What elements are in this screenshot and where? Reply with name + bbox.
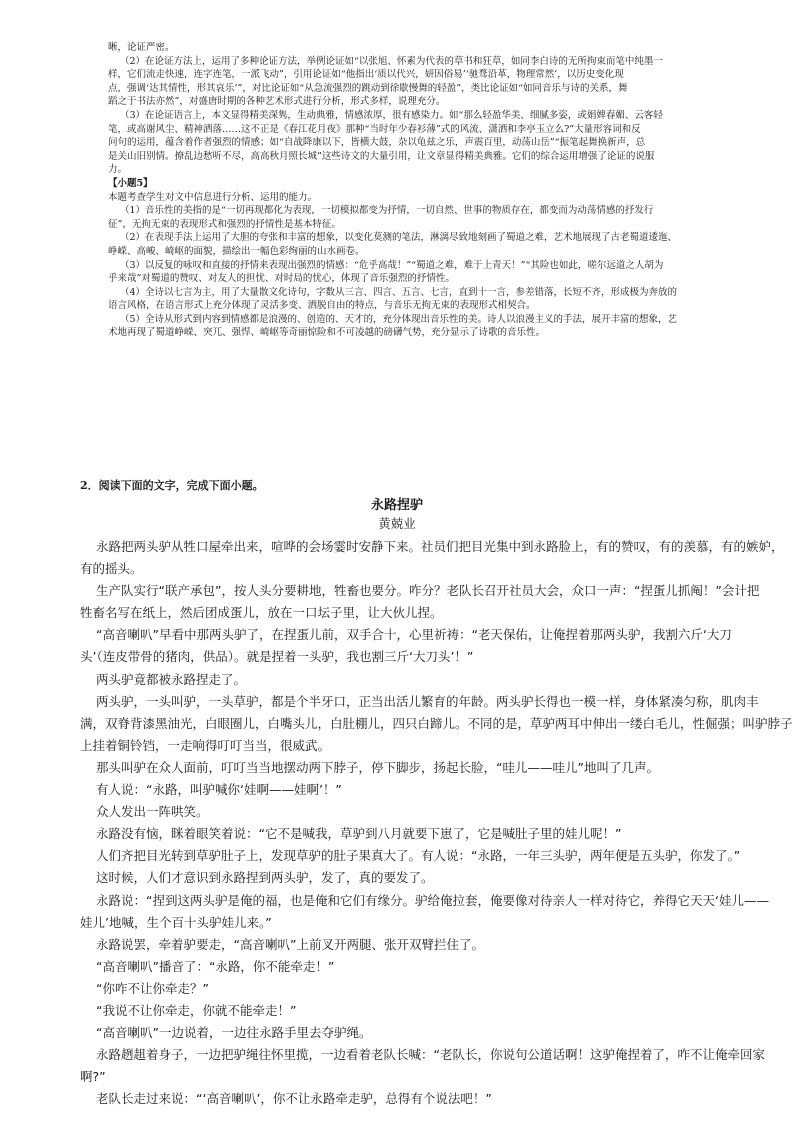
story-line: 人们齐把目光转到草驴肚子上，发现草驴的肚子果真大了。有人说：“永路，一年三头驴，两年便是五头驴，你发了。” — [96, 848, 741, 864]
story-line: “你咋不让你牵走？” — [96, 980, 209, 996]
story-line: “高音喇叭”一边说着，一边往永路手里去夺驴绳。 — [96, 1025, 372, 1041]
story-line: “高音喇叭”早看中那两头驴了，在捏蛋儿前，双手合十，心里祈祷：“老天保佑，让俺捏着那两头驴，我割六斤‘大刀 — [96, 627, 732, 643]
story-line: 两头驴，一头叫驴，一头草驴，都是个半牙口，正当出活儿繁育的年龄。两头驴长得也一模一样，身体紧凑匀称，肌肉丰 — [96, 693, 759, 709]
analysis-line: （4）全诗以七言为主，用了大量散文化诗句，字数从三言、四言、五言、七言，直到十一言，参差错落，长短不齐，形成极为奔放的 — [120, 286, 678, 298]
analysis-line: 问句的运用，蕴含着作者强烈的情感；如“自战降康以下，皆横大鼓，杂以龟兹之乐，声震百里，动荡山岳”“振笔起舞换新声，总 — [108, 137, 646, 149]
story-line: 牲畜名写在纸上，然后团成蛋儿，放在一口坛子里，让大伙儿捏。 — [80, 605, 443, 621]
analysis-line: 蹈之于书法亦然”，对盛唐时期的各种艺术形式进行分析，形式多样，说理充分。 — [108, 96, 446, 108]
analysis-line: （2）在表现手法上运用了大胆的夸张和丰富的想象，以变化莫测的笔法，淋漓尽致地刻画了蜀道之难，艺术地展现了古老蜀道逶迤、 — [120, 232, 678, 244]
analysis-line: 【小题5】 — [108, 177, 153, 189]
analysis-line: 术地再现了蜀道峥嵘、突兀、强悍、崎岖等奇丽惊险和不可凌越的磅礴气势，充分显示了诗歌的音乐性。 — [108, 327, 546, 339]
analysis-line: 样，它们流走快速，连字连笔，一派飞动”，引用论证如“他指出‘质以代兴，妍因俗易’‘驰骛沿革，物理常然’，以历史变化现 — [108, 69, 624, 81]
story-body — [80, 536, 793, 1110]
analysis-line: 晰，论证严密。 — [108, 42, 175, 53]
story-line: “我说不让你牵走，你就不能牵走！” — [96, 1002, 297, 1018]
story-line: 永路说：“捏到这两头驴是俺的福，也是俺和它们有缘分。驴给俺拉套，俺要像对待亲人一样对待它，养得它天天‘娃儿—— — [96, 892, 769, 908]
answer-analysis — [108, 41, 708, 340]
story-line: 娃儿’地喊，生个百十头驴娃儿来。” — [80, 914, 272, 930]
question-heading: 2．阅读下面的文字，完成下面小题。 — [80, 479, 264, 492]
story-line: “高音喇叭”播音了：“永路，你不能牵走！” — [96, 958, 335, 974]
story-line: 老队长走过来说：“‘高音喇叭’，你不让永路牵走驴，总得有个说法吧！” — [96, 1091, 492, 1107]
analysis-line: 是关山旧别情。撩乱边愁听不尽，高高秋月照长城”这些诗文的大量引用，让文章显得精美典雅。它们的综合运用增强了论证的说服 — [108, 150, 655, 162]
story-line: 上挂着铜铃铛，一走响得叮叮当当，很威武。 — [80, 737, 331, 753]
analysis-line: 征”，无拘无束的表现形式和强烈的抒情性是基本特征。 — [108, 218, 341, 230]
analysis-line: （2）在论证方法上，运用了多种论证方法，举例论证如“以张旭、怀素为代表的草书和狂草，如同李白诗的无所拘束而笔中纯墨一 — [120, 55, 663, 67]
story-line: 这时候，人们才意识到永路捏到两头驴，发了，真的要发了。 — [96, 870, 434, 886]
story-line: 有人说：“永路，叫驴喊你‘娃啊——娃啊’！” — [96, 782, 342, 798]
analysis-line: （3）在论证语言上，本文显得精美深隽，生动典雅，情感浓厚，很有感染力。如“那么轻盈华美、细腻多姿，或娟婢春媚、云客轻 — [120, 109, 663, 121]
analysis-line: 语言风格，在语言形式上充分体现了灵活多变、洒脱自由的特点，与音乐无拘无束的表现形式相契合。 — [108, 300, 536, 312]
analysis-line: 峥嵘、高峻、崎岖的面貌，描绘出一幅色彩绚丽的山水画卷。 — [108, 245, 365, 257]
story-line: 那头叫驴在众人面前，叮叮当当地摆动两下脖子，停下脚步，扬起长脸，“哇儿——哇儿”地叫了几声。 — [96, 759, 659, 775]
analysis-line: （1）音乐性的美指的是“一切再现都化为表现，一切模拟都变为抒情，一切自然、世事的物质存在，都变而为动荡情感的抒发行 — [120, 205, 654, 217]
story-title: 永路捏驴 — [370, 498, 423, 513]
story-line: 有的摇头。 — [80, 561, 143, 577]
story-line: 啊?” — [80, 1069, 106, 1085]
analysis-line: 乎来哉”对蜀道的赞叹、对友人的担忧、对时局的忧心，体现了音乐强烈的抒情性。 — [108, 273, 455, 285]
analysis-line: 力。 — [108, 164, 128, 176]
story-line: 众人发出一阵哄笑。 — [96, 804, 209, 820]
analysis-line: 笔，或高谢风尘、精神洒落……这不正是《春江花月夜》那种“当时年少春衫薄”式的风流、潇洒和李亭玉立么?”大量形容词和反 — [108, 123, 641, 135]
story-line: 永路说罢，牵着驴要走，“高音喇叭”上前叉开两腿、张开双臂拦住了。 — [96, 936, 484, 952]
story-line: 两头驴竟都被永路捏走了。 — [96, 671, 247, 687]
analysis-line: （5）全诗从形式到内容到情感都是浪漫的、创造的、天才的，充分体现出音乐性的美。诗人以浪漫主义的手法，展开丰富的想象，艺 — [120, 313, 678, 325]
analysis-line: （3）以反复的咏叹和直接的抒情来表现出强烈的情感：“危乎高哉！”“蜀道之难，难于上青天！”“其险也如此，嗟尔远道之人胡为 — [120, 259, 664, 271]
story-line: 永路趔趄着身子，一边把驴绳往怀里揽，一边看着老队长喊：“老队长，你说句公道话啊！这驴俺捏着了，咋不让俺牵回家 — [96, 1047, 765, 1063]
story-line: 满，双脊背漆黑油光，白眼圈儿，白嘴头儿，白肚棚儿，四只白蹄儿。不同的是，草驴两耳中伸出一缕白毛儿，性倔强；叫驴脖子 — [80, 715, 793, 731]
story-line: 头’（连皮带骨的猪肉，供品）。就是捏着一头驴，我也割三斤‘大刀头’！” — [80, 649, 474, 665]
story-line: 生产队实行“联产承包”，按人头分要耕地，牲畜也要分。咋分？老队长召开社员大会，众口一声：“捏蛋儿抓阄！”会计把 — [96, 583, 760, 599]
story-author: 黄兢业 — [378, 516, 416, 531]
analysis-line: 本题考查学生对文中信息进行分析、运用的能力。 — [108, 191, 318, 203]
story-line: 永路没有恼，眯着眼笑着说：“它不是喊我，草驴到八月就要下崽了，它是喊肚子里的娃儿呢！” — [96, 826, 622, 842]
analysis-line: 点，强调‘达其情性，形其哀乐’”，对比论证如“从急流强烈的跳动到徐歇慢舞的轻盈”，类比论证如“如同音乐与诗的关系，舞 — [108, 82, 628, 94]
story-line: 永路把两头驴从牲口屋牵出来，喧哗的会场霎时安静下来。社员们把目光集中到永路脸上，有的赞叹，有的羡慕，有的嫉妒， — [96, 539, 784, 554]
